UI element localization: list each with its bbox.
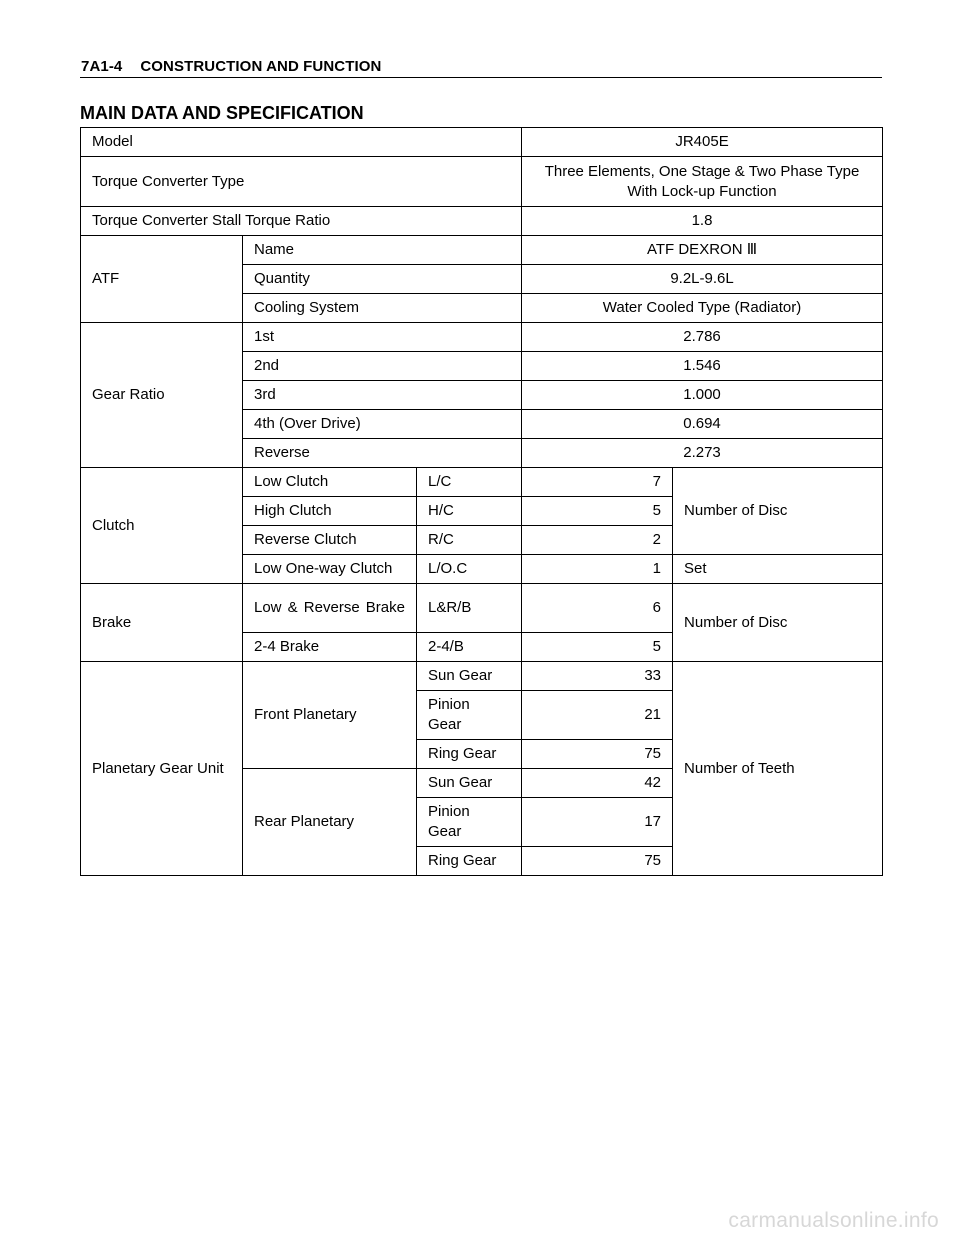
brake-abbr: L&R/B [417,584,522,633]
stall-ratio-label: Torque Converter Stall Torque Ratio [81,207,522,236]
table-row [81,468,883,497]
page-header [81,58,881,75]
clutch-count: 5 [522,497,673,526]
gear-name: 1st [243,323,522,352]
header-divider [80,77,882,78]
table-row [81,128,883,157]
planetary-teeth: 33 [522,662,673,691]
page-title: MAIN DATA AND SPECIFICATION [80,103,364,123]
clutch-unit: Number of Disc [673,468,883,555]
clutch-label: Clutch [81,468,243,584]
table-row [81,236,883,265]
planetary-label: Planetary Gear Unit [81,662,243,876]
planetary-part: Ring Gear [417,740,522,769]
model-label: Model [81,128,522,157]
torque-converter-type-line2: With Lock-up Function [627,182,777,200]
gear-name: 3rd [243,381,522,410]
model-value: JR405E [522,128,883,157]
planetary-unit: Number of Teeth [673,662,883,876]
atf-value: Water Cooled Type (Radiator) [522,294,883,323]
watermark: carmanualsonline.info [728,1209,939,1232]
gear-name: Reverse [243,439,522,468]
brake-name: 2-4 Brake [243,633,417,662]
clutch-abbr: H/C [417,497,522,526]
section-heading: CONSTRUCTION AND FUNCTION [140,58,382,75]
gear-ratio-label: Gear Ratio [81,323,243,468]
planetary-teeth: 42 [522,769,673,798]
atf-label: ATF [81,236,243,323]
brake-count: 5 [522,633,673,662]
gear-name: 2nd [243,352,522,381]
planetary-part: Pinion Gear [417,691,522,740]
clutch-count: 1 [522,555,673,584]
clutch-count: 7 [522,468,673,497]
atf-item: Cooling System [243,294,522,323]
brake-unit: Number of Disc [673,584,883,662]
torque-converter-type-value [522,157,883,207]
planetary-teeth: 17 [522,798,673,847]
torque-converter-type-label: Torque Converter Type [81,157,522,207]
planetary-part: Ring Gear [417,847,522,876]
atf-value: ATF DEXRON Ⅲ [522,236,883,265]
page-number: 7A1-4 [81,58,123,75]
brake-count: 6 [522,584,673,633]
planetary-teeth: 75 [522,847,673,876]
torque-converter-type-line1: Three Elements, One Stage & Two Phase Type [544,162,860,180]
atf-value: 9.2L-9.6L [522,265,883,294]
front-planetary-label: Front Planetary [243,662,417,769]
gear-ratio-value: 0.694 [522,410,883,439]
planetary-part: Sun Gear [417,769,522,798]
planetary-teeth: 75 [522,740,673,769]
clutch-oneway-unit: Set [673,555,883,584]
rear-planetary-label: Rear Planetary [243,769,417,876]
clutch-name: High Clutch [243,497,417,526]
clutch-abbr: L/O.C [417,555,522,584]
clutch-name: Reverse Clutch [243,526,417,555]
brake-abbr: 2-4/B [417,633,522,662]
table-row [81,584,883,633]
table-row [81,207,883,236]
table-row [81,157,883,207]
clutch-count: 2 [522,526,673,555]
brake-label: Brake [81,584,243,662]
brake-name: Low & Reverse Brake [243,584,417,633]
gear-ratio-value: 1.000 [522,381,883,410]
table-row [81,323,883,352]
clutch-name: Low One-way Clutch [243,555,417,584]
table-row [81,662,883,691]
gear-name: 4th (Over Drive) [243,410,522,439]
planetary-part: Sun Gear [417,662,522,691]
specification-table [80,127,883,876]
gear-ratio-value: 2.273 [522,439,883,468]
atf-item: Name [243,236,522,265]
clutch-abbr: L/C [417,468,522,497]
atf-item: Quantity [243,265,522,294]
gear-ratio-value: 2.786 [522,323,883,352]
planetary-teeth: 21 [522,691,673,740]
planetary-part: Pinion Gear [417,798,522,847]
clutch-name: Low Clutch [243,468,417,497]
stall-ratio-value: 1.8 [522,207,883,236]
clutch-abbr: R/C [417,526,522,555]
gear-ratio-value: 1.546 [522,352,883,381]
